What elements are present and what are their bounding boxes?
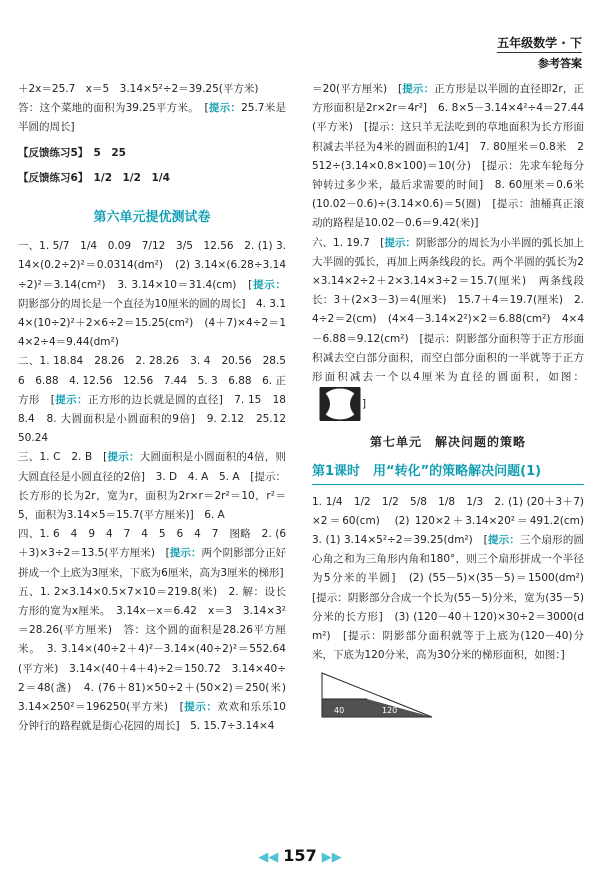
fig-label-40: 40 <box>334 706 345 716</box>
text: 三、1. C 2. B [ <box>18 451 108 464</box>
trapezoid-figure <box>312 669 442 723</box>
right-column <box>312 80 595 731</box>
header-grade: 五年级数学 · 下 <box>497 34 582 53</box>
page-number: 157 <box>283 846 317 865</box>
hint-label: 提示： <box>54 393 88 406</box>
text: 五、1. 2×3.14×0.5×7×10＝219.8(米) 2. 解：设长方形的宽为x厘米。 3.14x－x＝6.42 x＝3 3.14×3²＝28.26(平方厘米) 答：这个圆的面积是28.26平方厘米。 3. 3.14×(40÷2＋4)²－3.14×(40÷2)²＝552.64(平方米) 3.14×(40＋4＋4)÷2＝150.72 3.14×40÷2＝48(盏) 4. (76＋81)×50÷2＋(50×2)＝250(米) 3.14×250²＝196250(平方米) [ <box>18 585 297 714</box>
feedback-6: 【反馈练习6】 1/2 1/2 1/4 <box>18 171 170 184</box>
hint-label: 提示： <box>208 102 242 115</box>
circle-square-figure <box>318 387 362 421</box>
hint-label: 提示： <box>252 278 286 291</box>
text: 正方形的边长就是圆的直径] 7. 15 188.4 8. 大圆面积是小圆面积的9倍] 9. 2.12 25.12 50.24 <box>18 393 297 445</box>
text: 一、1. 5/7 1/4 0.09 7/12 3/5 12.56 2. (1) 3.14×(0.2÷2)²＝0.0314(dm²) (2) 3.14×(6.28÷3.14÷2)²＝3.14(cm²) 3. 3.14×10＝31.4(cm) [ <box>18 240 286 291</box>
left-arrow-icon: ◀◀ <box>258 850 279 865</box>
right-part-1 <box>312 80 595 234</box>
text: 阴影部分的周长为小半圆的弧长加上大半圆的弧长，再加上两条线段的长。两个半圆的弧长为2×3.14×2÷2＋2×3.14×3÷2＝15.7(厘米) 两条线段长：3＋(2×3－3)＝4(厘米) 15.7＋4＝19.7(厘米) 2. 4÷2＝2(cm) (4×4－3.14×2²)×2＝6.88(cm²) 4×4－6.88＝9.12(cm²) [提示：阴影部分面积等于正方形面积减去空白部分面积，而空白部分面积的一半就等于正方形面积减去一个以4厘米为直径的圆面积，如图： <box>312 236 585 384</box>
text: 二、1. 18.84 28.26 2. 28.26 3. 4 20.56 28.56 6.88 4. 12.56 12.56 7.44 5. 3 6.88 6. 正方形 [ <box>18 355 286 406</box>
hint-label: 提示： <box>107 451 140 464</box>
page-footer <box>0 846 600 865</box>
right-part-6: 六、1. 19.7 [提示：阴影部分的周长为小半圆的弧长加上大半圆的弧长，再加上两条线段的长。两个半圆的弧长为2×3.14×2÷2＋2×3.14×3÷2＝15.7(厘米) 两条线段长：3＋(2×3－3)＝4(厘米) 15.7＋4＝19.7(厘米) 2. 4÷2＝2(cm) (4×4－3.14×2²)×2＝6.88(cm²) 4×4－6.88＝9.12(cm²) [提示：阴影部分面积等于正方形面积减去空白部分面积，而空白部分面积的一半就等于正方形面积减去一个以4厘米为直径的圆面积，如图： ] <box>312 234 584 422</box>
text: 阴影部分的周长是一个直径为10厘米的圆的周长] 4. 3.14×(10÷2)²＋2×6÷2＝15.25(cm²) (4＋7)×4÷2＝14×2÷4＝9.44(dm²) <box>18 297 287 349</box>
lesson-answers: 1. 1/4 1/2 1/2 5/8 1/8 1/3 2. (1) (20＋3＋7)×2＝60(cm) (2) 120×2＋3.14×20²＝491.2(cm) 3. (1) 3.14×5²÷2＝39.25(dm²) [提示：三个扇形的圆心角之和为三角形内角和180°，则三个扇形拼成一个半径为5分米的半圆] (2) (55－5)×(35－5)＝1500(dm²) [提示：阴影部分合成一个长为(55－5)分米，宽为(35－5)分米的长方形] (3) (120－40＋120)×30÷2＝3000(dm²) [提示：阴影部分面积就等于上底为(120－40)分米，下底为120分米，高为30分米的梯形面积，如图：] <box>312 495 595 662</box>
part-4 <box>18 525 286 583</box>
part-1 <box>18 237 286 352</box>
part-2 <box>18 352 297 448</box>
hint-label: 提示： <box>183 701 218 714</box>
hint-label: 提示： <box>402 83 435 95</box>
unit-title: 第七单元 解决问题的策略 <box>369 435 526 450</box>
hint-label: 提示： <box>169 547 202 560</box>
hint-label: 提示： <box>384 236 416 249</box>
text: 六、1. 19.7 [ <box>312 236 385 249</box>
text: 欢欢和乐乐10分钟行的路程就是街心花园的周长] 5. 15.7÷3.14×4 <box>18 701 286 733</box>
text: 正方形是以半圆的直径即2r，正方形面积是2r×2r＝4r²] 6. 8×5－3.14×4²÷4＝27.44(平方米) [提示：这只羊无法吃到的草地面积为长方形面积减去半径为4米的圆面积的1/4] 7. 80厘米＝0.8米 2512÷(3.14×0.8×100)＝10(分) [提示：先求车轮每分钟转过多少米，最后求需要的时间] 8. 60厘米＝0.6米 (10.02－0.6)÷(3.14×0.6)＝5(圈) [提示：油桶真正滚动的路程是10.02－0.6＝9.42(米)] <box>312 83 595 230</box>
text: ＝20(平方厘米) [ <box>312 83 403 95</box>
text: 1. 1/4 1/2 1/2 5/8 1/8 1/3 2. (1) (20＋3＋7)×2＝60(cm) (2) 120×2＋3.14×20²＝491.2(cm) 3. (1) 3.14×5²÷2＝39.25(dm²) [ <box>312 495 595 547</box>
left-column <box>18 80 297 737</box>
section-title: 第六单元提优测试卷 <box>93 210 211 226</box>
answer-line <box>18 80 286 138</box>
lesson-title: 第1课时 用“转化”的策略解决问题(1) <box>312 462 584 484</box>
feedback-5: 【反馈练习5】 5 25 <box>18 146 126 159</box>
text: 答：这个菜地的面积为39.25平方米。 [ <box>18 102 209 115</box>
text: 三个扇形的圆心角之和为三角形内角和180°，则三个扇形拼成一个半径为5分米的半圆] (2) (55－5)×(35－5)＝1500(dm²) [提示：阴影部分合成一个长为(55－5)分米，宽为(35－5)分米的长方形] (3) (120－40＋120)×30÷2＝3000(dm²) [提示：阴影部分面积就等于上底为(120－40)分米，下底为120分米，高为30分米的梯形面积，如图： <box>312 534 595 662</box>
text: 25.7米是半圆的周长] <box>18 102 287 134</box>
page-header <box>497 34 582 71</box>
right-arrow-icon: ▶▶ <box>321 850 342 865</box>
text: 两个阴影部分正好拼成一个上底为3厘米，下底为6厘米，高为3厘米的梯形] <box>18 547 287 579</box>
text: ＋2x＝25.7 x＝5 3.14×5²÷2＝39.25(平方米) <box>18 83 259 95</box>
header-sub: 参考答案 <box>538 57 582 70</box>
text: 大圆面积是小圆面积的4倍，则大圆直径是小圆直径的2倍] 3. D 4. A 5. A [提示：长方形的长为2r，宽为r，面积为2r×r＝2r²＝10，r²＝5，面积为3.14×5＝15.7(平方厘米)] 6. A <box>18 451 287 522</box>
hint-label: 提示： <box>487 534 521 547</box>
part-3 <box>18 448 286 525</box>
part-5 <box>18 583 297 737</box>
text: 四、1. 6 4 9 4 7 4 5 6 4 7 图略 2. (6＋3)×3÷2＝13.5(平方厘米) [ <box>18 528 286 560</box>
fig-label-120: 120 <box>382 706 398 716</box>
